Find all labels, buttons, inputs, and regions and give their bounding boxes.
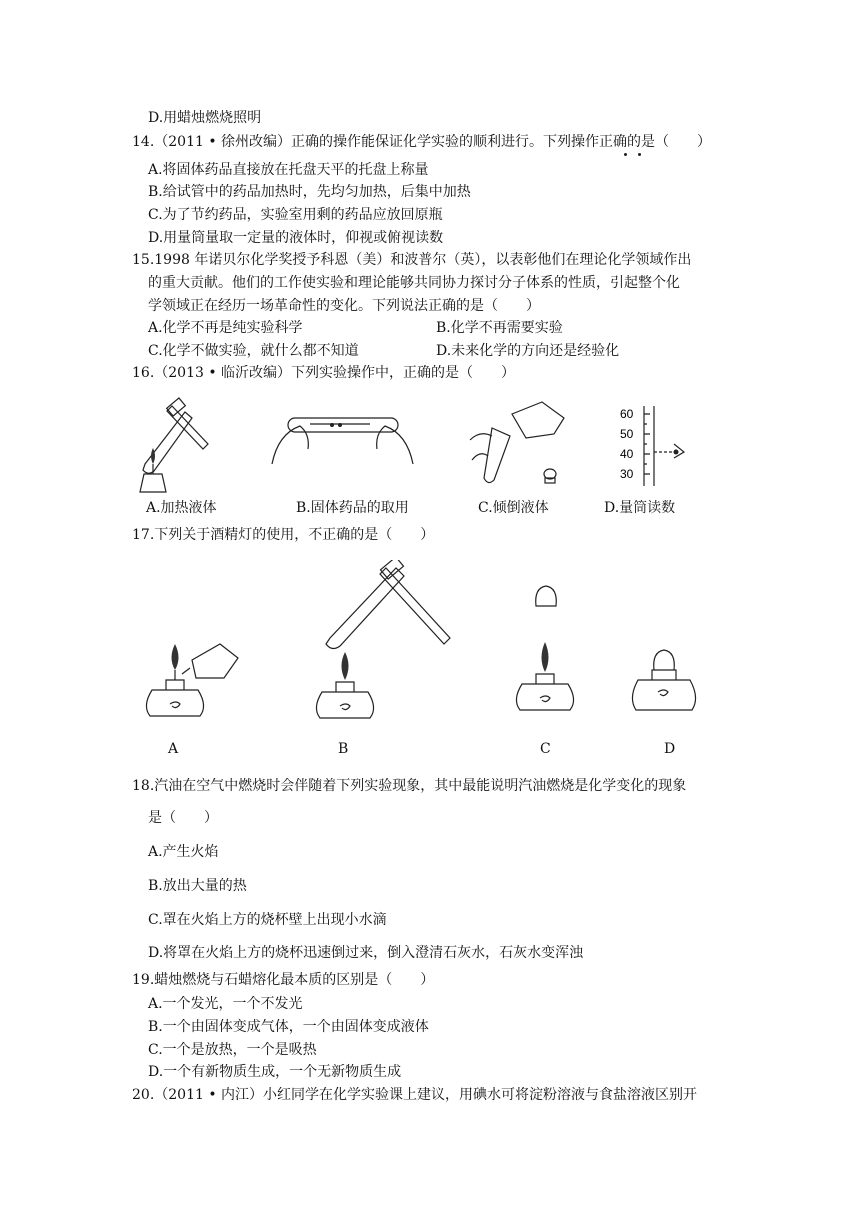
q19-stem: 19.蜡烛燃烧与石蜡熔化最本质的区别是（ ） (132, 972, 435, 988)
q15-stem-line2: 的重大贡献。他们的工作使实验和理论能够共同协力探讨分子体系的性质，引起整个化 (148, 275, 680, 291)
cylinder-tick-30: 30 (620, 467, 634, 481)
figure-lamp-b (300, 560, 465, 730)
q20-stem: 20.（2011 • 内江）小红同学在化学实验课上建议，用碘水可将淀粉溶液与食盐溶液区别开 (132, 1087, 698, 1103)
q17-caption-a: A (168, 741, 179, 757)
q17-stem: 17.下列关于酒精灯的使用，不正确的是（ ） (132, 527, 435, 543)
figure-lamp-c (506, 582, 586, 722)
cylinder-tick-50: 50 (620, 427, 634, 441)
emphasis-dot (638, 153, 641, 156)
q14-stem: 14.（2011 • 徐州改编）正确的操作能保证化学实验的顺利进行。下列操作正确的是（ ） (132, 134, 712, 150)
q14-option-d: D.用量筒量取一定量的液体时，仰视或俯视读数 (148, 230, 444, 246)
q16-caption-d: D.量筒读数 (604, 500, 676, 516)
figure-solid-sampling (270, 404, 415, 474)
q17-caption-d: D (664, 741, 676, 757)
q16-caption-c: C.倾倒液体 (478, 500, 549, 516)
q14-option-c: C.为了节约药品，实验室用剩的药品应放回原瓶 (148, 207, 443, 223)
q19-option-b: B.一个由固体变成气体，一个由固体变成液体 (148, 1019, 429, 1035)
q17-caption-b: B (338, 741, 349, 757)
q15-stem-line1: 15.1998 年诺贝尔化学奖授予科恩（美）和波普尔（英），以表彰他们在理论化学领域作出 (132, 252, 692, 268)
figure-pouring-liquid (462, 400, 572, 490)
cylinder-tick-60: 60 (620, 407, 634, 421)
emphasis-dot (624, 153, 627, 156)
q19-option-d: D.一个有新物质生成，一个无新物质生成 (148, 1064, 402, 1080)
q19-option-a: A.一个发光，一个不发光 (148, 996, 303, 1012)
figure-graduated-cylinder (614, 404, 694, 488)
q16-stem: 16.（2013 • 临沂改编）下列实验操作中，正确的是（ ） (132, 365, 516, 381)
figure-lamp-a (130, 608, 245, 728)
q18-option-d: D.将罩在火焰上方的烧杯迅速倒过来，倒入澄清石灰水，石灰水变浑浊 (148, 945, 584, 961)
q19-option-c: C.一个是放热，一个是吸热 (148, 1042, 317, 1058)
cylinder-tick-40: 40 (620, 447, 634, 461)
q14-option-b: B.给试管中的药品加热时，先均匀加热，后集中加热 (148, 184, 471, 200)
q15-option-c: C.化学不做实验，就什么都不知道 (148, 343, 359, 359)
q18-option-c: C.罩在火焰上方的烧杯壁上出现小水滴 (148, 912, 387, 928)
q15-stem-line3: 学领域正在经历一场革命性的变化。下列说法正确的是（ ） (148, 298, 540, 314)
q16-caption-a: A.加热液体 (146, 500, 217, 516)
q18-stem-line2: 是（ ） (148, 810, 218, 826)
figure-lamp-d (626, 630, 706, 725)
q13-option-d: D.用蜡烛燃烧照明 (148, 110, 262, 126)
q15-option-b: B.化学不再需要实验 (436, 320, 563, 336)
q17-caption-c: C (540, 741, 551, 757)
figure-heating-liquid (130, 394, 235, 494)
q18-option-a: A.产生火焰 (148, 844, 219, 860)
q18-option-b: B.放出大量的热 (148, 878, 247, 894)
q18-stem-line1: 18.汽油在空气中燃烧时会伴随着下列实验现象，其中最能说明汽油燃烧是化学变化的现象 (132, 778, 687, 794)
q15-option-a: A.化学不再是纯实验科学 (148, 320, 303, 336)
q14-option-a: A.将固体药品直接放在托盘天平的托盘上称量 (148, 162, 429, 178)
q16-caption-b: B.固体药品的取用 (296, 500, 409, 516)
q15-option-d: D.未来化学的方向还是经验化 (436, 343, 620, 359)
